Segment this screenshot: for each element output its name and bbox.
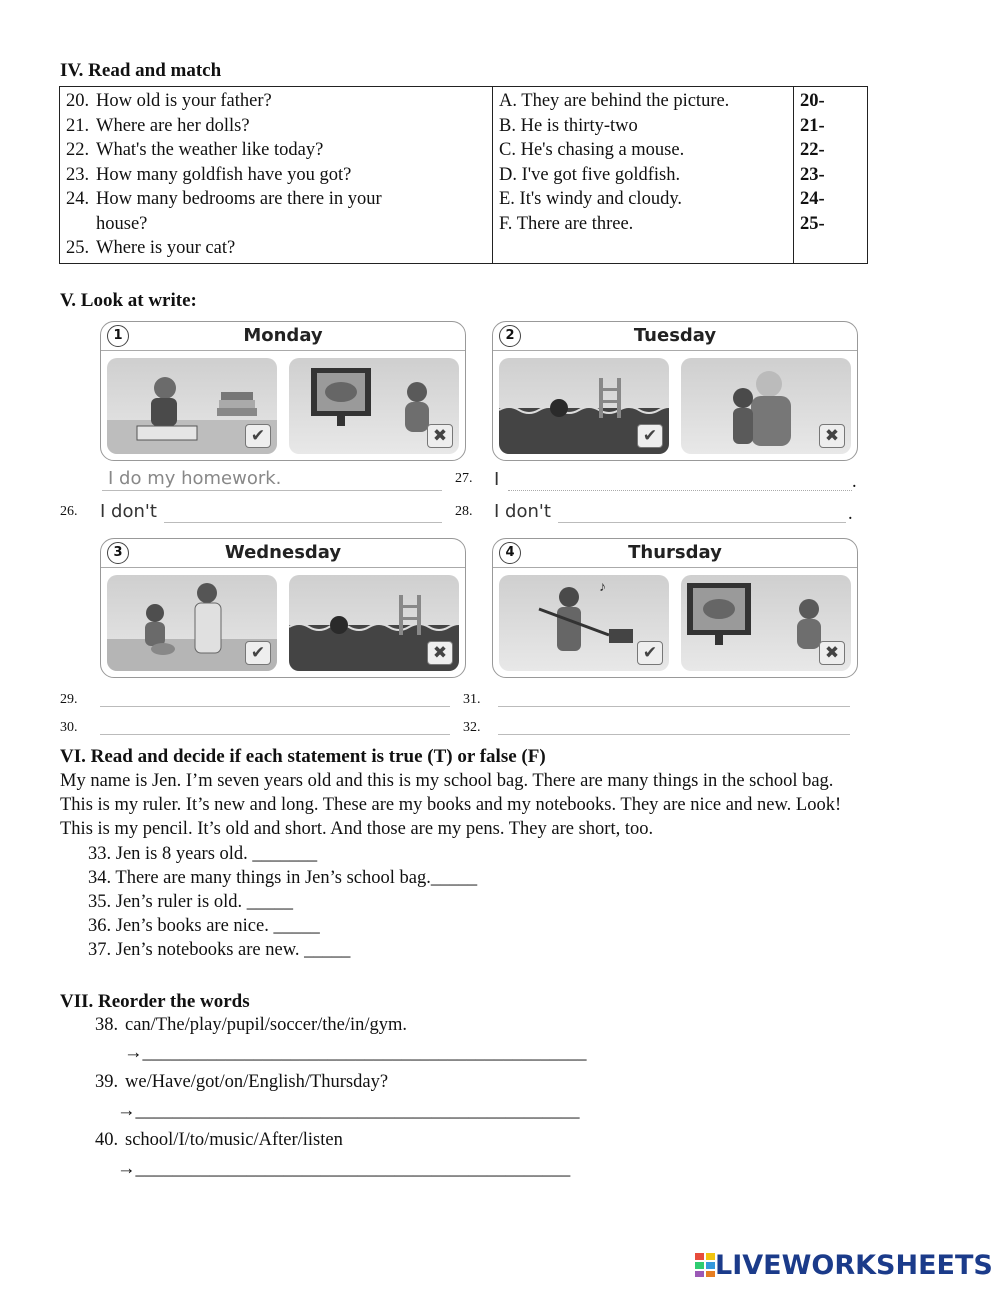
- question-row: [66, 187, 486, 212]
- section-6-title: VI. Read and decide if each statement is true (T) or false (F): [60, 746, 546, 767]
- visit-grandma-picture: [681, 358, 851, 454]
- questions-column: [60, 87, 493, 264]
- passage-line: This is my pencil. It’s old and short. And those are my pens. They are short, too.: [60, 819, 654, 839]
- tf-statement[interactable]: 36. Jen’s books are nice. _____: [88, 916, 320, 936]
- question-text: Where is your cat?: [96, 238, 236, 258]
- card-caption: [493, 539, 857, 568]
- question-text: How old is your father?: [96, 91, 272, 111]
- answer-line-32[interactable]: [498, 734, 850, 735]
- sentence-start-27: I: [494, 469, 500, 490]
- reorder-number: 40.: [95, 1130, 119, 1150]
- tf-statement[interactable]: 34. There are many things in Jen’s school bag._____: [88, 868, 478, 888]
- day-card-tuesday: [492, 321, 858, 461]
- card-caption: [101, 539, 465, 568]
- reorder-answer-line[interactable]: →________________________________________________: [117, 1101, 580, 1121]
- question-row: [66, 236, 486, 261]
- question-text: What's the weather like today?: [96, 140, 324, 160]
- card-number: 2: [499, 325, 521, 347]
- question-number: 22.: [66, 140, 90, 160]
- check-icon: ✔: [637, 641, 663, 665]
- day-card-thursday: [492, 538, 858, 678]
- match-table: [59, 86, 868, 264]
- day-label: Tuesday: [633, 325, 717, 346]
- sentence-start-26: I don't: [100, 501, 157, 522]
- question-number: 21.: [66, 115, 90, 136]
- question-number: 25.: [66, 238, 90, 258]
- answer-key[interactable]: 24-: [800, 189, 825, 209]
- reorder-answer-line[interactable]: →________________________________________________: [124, 1043, 587, 1063]
- item-number-31: 31.: [463, 692, 481, 707]
- answer-line-29[interactable]: [100, 706, 450, 707]
- item-number-30: 30.: [60, 720, 78, 735]
- reorder-item: [95, 1130, 343, 1151]
- question-text: How many goldfish have you got?: [96, 164, 352, 185]
- question-text: house?: [96, 213, 148, 234]
- card-caption: [101, 322, 465, 351]
- swim-picture: [289, 575, 459, 671]
- answer-key[interactable]: 20-: [800, 91, 825, 111]
- question-row: [66, 89, 486, 114]
- cross-icon: ✖: [819, 424, 845, 448]
- question-number: 23.: [66, 164, 90, 185]
- reorder-number: 39.: [95, 1072, 119, 1092]
- answer-key[interactable]: 22-: [800, 140, 825, 160]
- watch-tv-picture: [289, 358, 459, 454]
- answer-option: F. There are three.: [499, 213, 634, 234]
- example-sentence: I do my homework.: [108, 468, 282, 489]
- question-number: 24.: [66, 189, 90, 209]
- question-text: Where are her dolls?: [96, 115, 250, 136]
- check-icon: ✔: [637, 424, 663, 448]
- reorder-words: can/The/play/pupil/soccer/the/in/gym.: [125, 1015, 408, 1035]
- item-number-32: 32.: [463, 720, 481, 735]
- tf-statement[interactable]: 33. Jen is 8 years old. _______: [88, 844, 318, 864]
- liveworksheets-logo: [695, 1250, 993, 1281]
- day-card-wednesday: [100, 538, 466, 678]
- reorder-item: [95, 1072, 388, 1093]
- reorder-words: school/I/to/music/After/listen: [125, 1130, 343, 1150]
- item-number-26: 26.: [60, 504, 78, 519]
- answer-option: D. I've got five goldfish.: [499, 164, 681, 185]
- answer-key[interactable]: 21-: [800, 115, 825, 136]
- reorder-number: 38.: [95, 1015, 119, 1035]
- question-row: [66, 114, 486, 139]
- answer-line-28[interactable]: [558, 522, 846, 523]
- question-row: [66, 138, 486, 163]
- question-row: [66, 212, 486, 237]
- item-number-27: 27.: [455, 471, 473, 486]
- keys-column: [794, 87, 868, 264]
- cross-icon: ✖: [427, 424, 453, 448]
- answer-key[interactable]: 23-: [800, 164, 825, 185]
- day-label: Wednesday: [224, 542, 342, 563]
- answer-option: C. He's chasing a mouse.: [499, 140, 685, 160]
- day-label: Monday: [243, 325, 323, 346]
- section-5-title: V. Look at write:: [60, 290, 197, 311]
- section-7-title: VII. Reorder the words: [60, 991, 250, 1012]
- item-number-29: 29.: [60, 692, 78, 707]
- question-row: [66, 163, 486, 188]
- answer-line-27[interactable]: [508, 490, 852, 491]
- answer-line-30[interactable]: [100, 734, 450, 735]
- section-4-title: IV. Read and match: [60, 60, 222, 81]
- cross-icon: ✖: [427, 641, 453, 665]
- question-number: [66, 212, 96, 237]
- day-label: Thursday: [628, 542, 722, 563]
- check-icon: ✔: [245, 424, 271, 448]
- sentence-start-28: I don't: [494, 501, 551, 522]
- tf-statement[interactable]: 37. Jen’s notebooks are new. _____: [88, 940, 351, 960]
- answer-line-26[interactable]: [164, 522, 442, 523]
- question-text: How many bedrooms are there in your: [96, 189, 382, 209]
- answer-option: E. It's windy and cloudy.: [499, 189, 682, 209]
- answer-option: B. He is thirty-two: [499, 115, 638, 136]
- reorder-words: we/Have/got/on/English/Thursday?: [125, 1072, 389, 1092]
- svg-text:♪: ♪: [599, 580, 606, 595]
- card-number: 4: [499, 542, 521, 564]
- answer-line-31[interactable]: [498, 706, 850, 707]
- passage-line: This is my ruler. It’s new and long. These are my books and my notebooks. They are nice and new. Look!: [60, 795, 842, 815]
- answers-column: [493, 87, 794, 264]
- answer-option: A. They are behind the picture.: [499, 91, 730, 111]
- passage-line: My name is Jen. I’m seven years old and this is my school bag. There are many things in the school bag.: [60, 771, 834, 791]
- write-line: [102, 490, 442, 491]
- item-number-28: 28.: [455, 504, 473, 519]
- logo-text: LIVEWORKSHEETS: [715, 1250, 993, 1281]
- watch-tv-picture: [681, 575, 851, 671]
- logo-icon: [695, 1253, 715, 1277]
- check-icon: ✔: [245, 641, 271, 665]
- violin-picture: [499, 575, 669, 671]
- day-card-monday: [100, 321, 466, 461]
- question-number: 20.: [66, 91, 90, 111]
- homework-picture: [107, 358, 277, 454]
- period: .: [852, 472, 857, 492]
- tf-statement[interactable]: 35. Jen’s ruler is old. _____: [88, 892, 294, 912]
- reorder-answer-line[interactable]: →_______________________________________________: [117, 1159, 571, 1179]
- cooking-picture: [107, 575, 277, 671]
- answer-key[interactable]: 25-: [800, 213, 825, 234]
- card-number: 1: [107, 325, 129, 347]
- cross-icon: ✖: [819, 641, 845, 665]
- card-number: 3: [107, 542, 129, 564]
- reorder-item: [95, 1015, 407, 1036]
- card-caption: [493, 322, 857, 351]
- swim-picture: [499, 358, 669, 454]
- period: .: [848, 504, 853, 524]
